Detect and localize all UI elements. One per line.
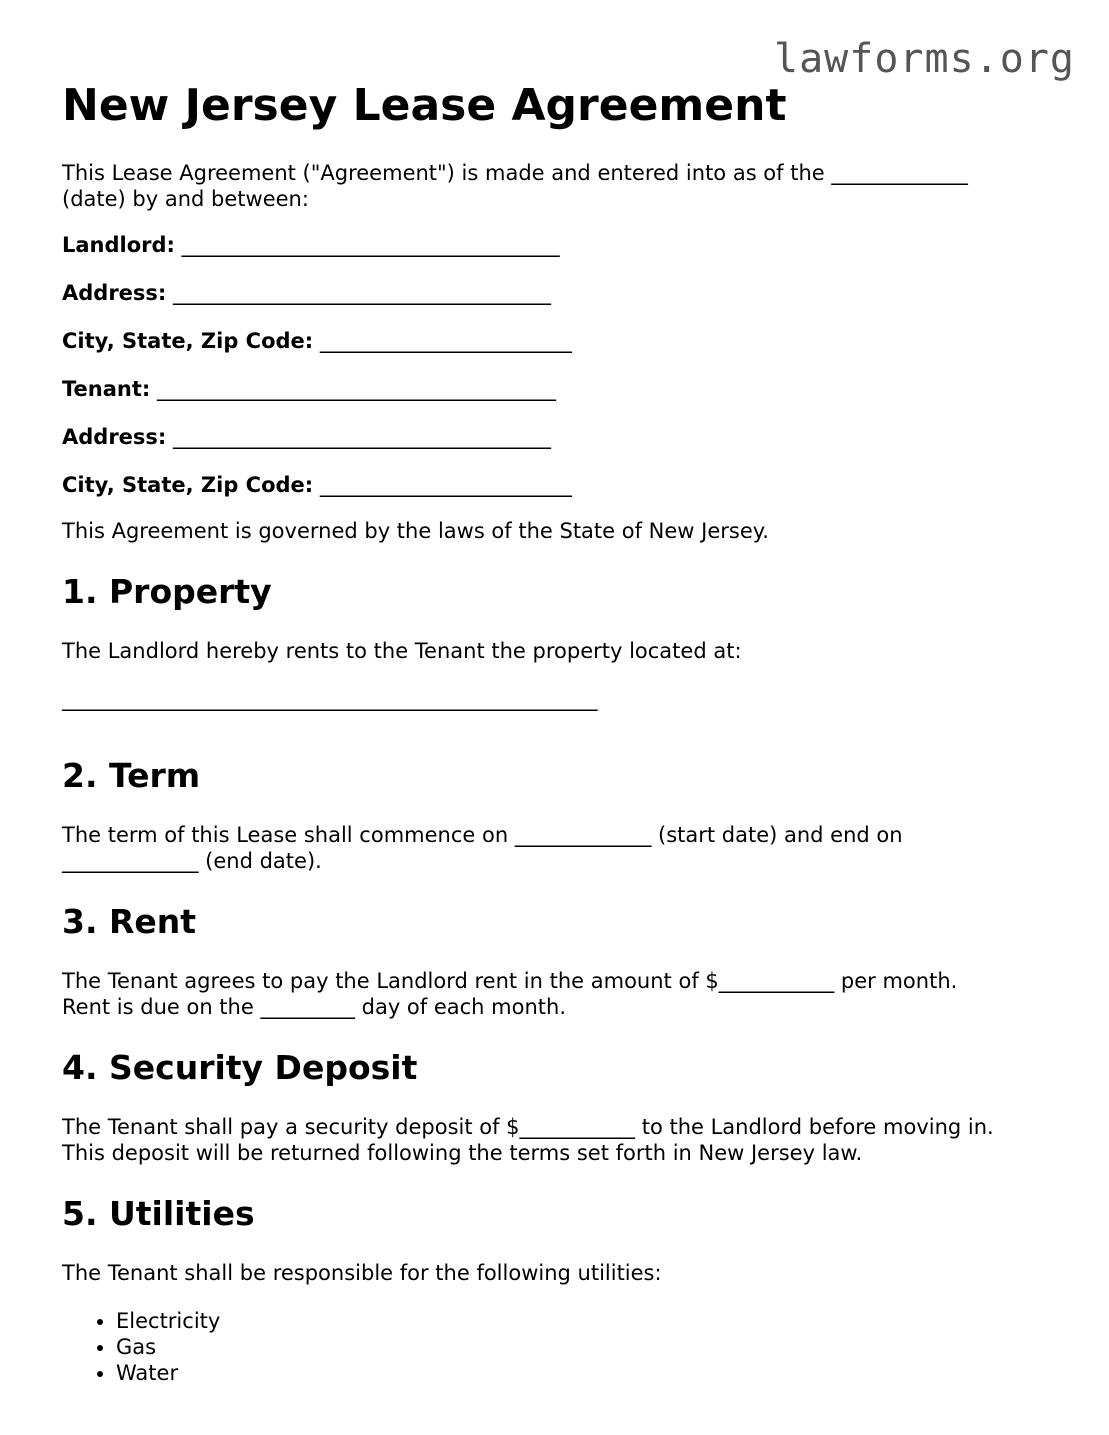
list-item: • Water xyxy=(116,1360,1052,1386)
section-heading-utilities: 5. Utilities xyxy=(62,1194,255,1233)
property-text: The Landlord hereby rents to the Tenant the property located at: xyxy=(62,639,742,663)
term-line-2: _____________ (end date). xyxy=(62,849,322,873)
utilities-text: The Tenant shall be responsible for the following utilities: xyxy=(62,1261,662,1285)
section-heading-term: 2. Term xyxy=(62,756,201,795)
utilities-list xyxy=(62,1308,1052,1386)
deposit-paragraph xyxy=(62,1114,1052,1166)
field-label: Address: xyxy=(62,281,167,305)
rent-paragraph xyxy=(62,968,1052,1020)
field-label: City, State, Zip Code: xyxy=(62,473,314,497)
field-label: Address: xyxy=(62,425,167,449)
field-label: City, State, Zip Code: xyxy=(62,329,314,353)
landlord-field xyxy=(62,232,1052,258)
field-label: Landlord: xyxy=(62,233,175,257)
landlord-address-blank[interactable]: ____________________________________ xyxy=(173,281,552,305)
governing-law-text: This Agreement is governed by the laws of the State of New Jersey. xyxy=(62,519,769,543)
tenant-city-field xyxy=(62,472,1052,498)
list-item: • Gas xyxy=(116,1334,1052,1360)
landlord-blank[interactable]: ____________________________________ xyxy=(181,233,560,257)
deposit-line-2: This deposit will be returned following the terms set forth in New Jersey law. xyxy=(62,1141,863,1165)
landlord-city-blank[interactable]: ________________________ xyxy=(319,329,572,353)
tenant-address-blank[interactable]: ____________________________________ xyxy=(173,425,552,449)
intro-line-2: (date) by and between: xyxy=(62,187,309,211)
section-heading-property: 1. Property xyxy=(62,572,272,611)
watermark-logo: lawforms.org xyxy=(774,36,1075,82)
landlord-city-field xyxy=(62,328,1052,354)
deposit-line-1: The Tenant shall pay a security deposit of $___________ to the Landlord before moving in. xyxy=(62,1115,994,1139)
term-paragraph xyxy=(62,822,1052,874)
landlord-address-field xyxy=(62,280,1052,306)
section-heading-rent: 3. Rent xyxy=(62,902,197,941)
rent-line-2: Rent is due on the _________ day of each month. xyxy=(62,995,566,1019)
list-item: • Electricity xyxy=(116,1308,1052,1334)
field-label: Tenant: xyxy=(62,377,151,401)
property-address-blank[interactable]: ___________________________________________________ xyxy=(62,687,598,711)
tenant-address-field xyxy=(62,424,1052,450)
document-page xyxy=(62,78,1052,1386)
tenant-blank[interactable]: ______________________________________ xyxy=(156,377,556,401)
section-heading-security-deposit: 4. Security Deposit xyxy=(62,1048,418,1087)
intro-line-1: This Lease Agreement ("Agreement") is made and entered into as of the _____________ xyxy=(62,161,968,185)
document-title: New Jersey Lease Agreement xyxy=(62,80,787,131)
tenant-field xyxy=(62,376,1052,402)
term-line-1: The term of this Lease shall commence on _____________ (start date) and end on xyxy=(62,823,903,847)
rent-line-1: The Tenant agrees to pay the Landlord rent in the amount of $___________ per month. xyxy=(62,969,958,993)
tenant-city-blank[interactable]: ________________________ xyxy=(319,473,572,497)
intro-paragraph xyxy=(62,160,1052,212)
